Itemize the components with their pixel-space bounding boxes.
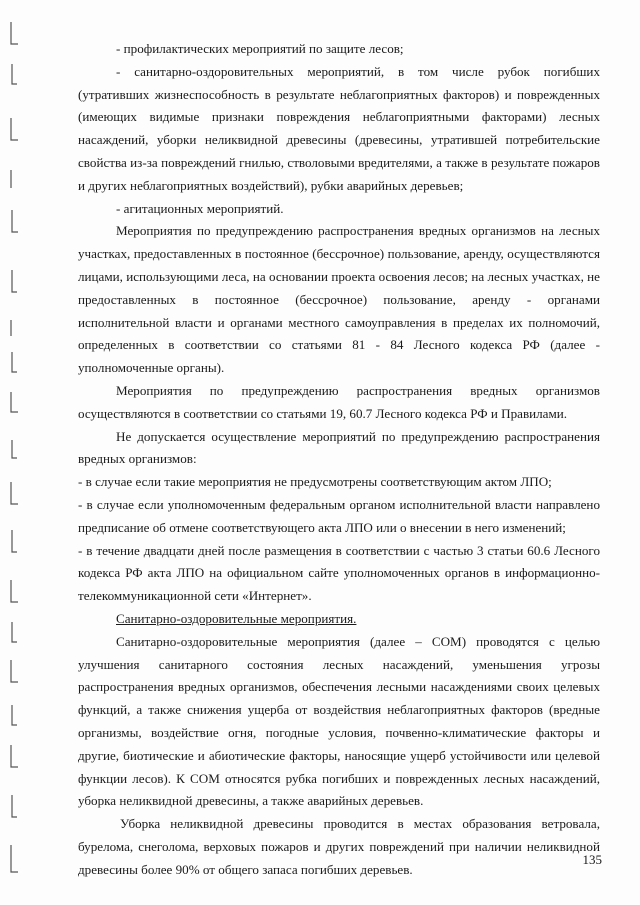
paragraph: - санитарно-оздоровительных мероприятий, в том числе рубок погибших (утративших жизнеспособность в результате неблагоприятных факторов) и поврежденных (имеющих видимые признаки повреждения неблагоприятными факторами) лесных насаждений, уборки неликвидной древесины (древесины, утратившей потребительские свойства из-за повреждений гнилью, стволовыми вредителями, а также в результате пожаров и других неблагоприятных воздействий), рубки аварийных деревьев; bbox=[78, 63, 600, 193]
binding-marks bbox=[0, 0, 30, 905]
paragraph: Не допускается осуществление мероприятий по предупреждению распространения вредных организмов: bbox=[78, 428, 600, 467]
list-item: - в случае если уполномоченным федеральным органом исполнительной власти направлено предписание об отмене соответствующего акта ЛПО или о внесении в него изменений; bbox=[78, 496, 600, 535]
paragraph: Уборка неликвидной древесины проводится в местах образования ветровала, бурелома, снеголома, верховых пожаров и других повреждений при наличии неликвидной древесины более 90% от общего запаса погибших деревьев. bbox=[78, 816, 600, 877]
section-heading: Санитарно-оздоровительные мероприятия. bbox=[116, 610, 357, 626]
paragraph: - агитационных мероприятий. bbox=[116, 200, 284, 216]
paragraph: Мероприятия по предупреждению распространения вредных организмов на лесных участках, предоставленных в постоянное (бессрочное) пользование, аренду, осуществляются лицами, использующими леса, на основании проекта освоения лесов; на лесных участках, не предоставленных в постоянное (бессрочное) пользование, аренду - органами исполнительной власти и органами местного самоуправления в пределах их полномочий, определенных в соответствии со статьями 81 - 84 Лесного кодекса РФ (далее - уполномоченные органы). bbox=[78, 223, 600, 376]
paragraph: Мероприятия по предупреждению распространения вредных организмов осуществляются в соответствии со статьями 19, 60.7 Лесного кодекса РФ и Правилами. bbox=[78, 382, 600, 421]
list-item: - в течение двадцати дней после размещения в соответствии с частью 3 статьи 60.6 Лесного кодекса РФ акта ЛПО на официальном сайте уполномоченных органов в информационно-телекоммуникационной сети «Интернет». bbox=[78, 542, 600, 604]
list-item: - в случае если такие мероприятия не предусмотрены соответствующим актом ЛПО; bbox=[78, 474, 552, 490]
paragraph: - профилактических мероприятий по защите лесов; bbox=[116, 41, 404, 56]
paragraph: Санитарно-оздоровительные мероприятия (далее – СОМ) проводятся с целью улучшения санитарного состояния лесных насаждений, уменьшения угрозы распространения вредных организмов, обеспечения лесными насаждениями своих целевых функций, а также снижения ущерба от воздействия неблагоприятных факторов (вредные организмы, воздействие огня, погодные условия, почвенно-климатические факторы и другие, биотические и абиотические факторы, наносящие ущерб устойчивости или целевой функции лесов). К СОМ относятся рубка погибших и поврежденных лесных насаждений, уборка неликвидной древесины, а также аварийных деревьев. bbox=[78, 633, 600, 809]
body-text bbox=[78, 38, 600, 881]
page-number: 135 bbox=[582, 852, 602, 867]
